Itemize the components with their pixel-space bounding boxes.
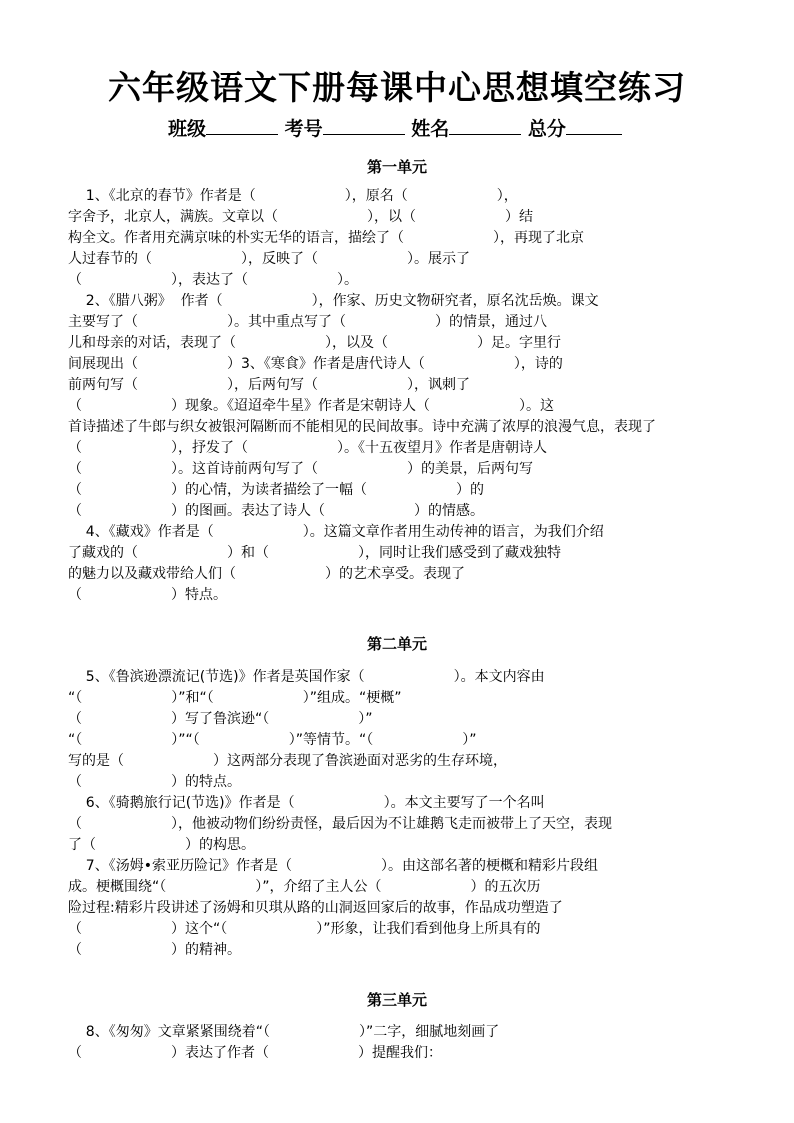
text-line: “（ ）”“（ ）”等情节。“（ ）” [68, 732, 477, 748]
text-line: 构全文。作者用充满京味的朴实无华的语言，描绘了（ ），再现了北京 [68, 230, 585, 246]
text-line: （ ）表达了作者（ ）提醒我们： [68, 1045, 443, 1061]
text-line: （ ）。这首诗前两句写了（ ）的美景，后两句写 [68, 461, 534, 477]
score-blank[interactable] [566, 116, 622, 135]
class-label: 班级 [168, 118, 207, 140]
name-blank[interactable] [449, 116, 521, 135]
text-line: （ ）写了鲁滨逊“（ ）” [68, 711, 373, 727]
text-line: 1、《北京的春节》作者是（ ），原名（ ）， [68, 188, 518, 204]
text-line: （ ），表达了（ ）。 [68, 272, 359, 288]
student-info-row [168, 114, 622, 141]
text-line: （ ）的精神。 [68, 942, 242, 958]
text-line: 5、《鲁滨逊漂流记(节选)》作者是英国作家（ ）。本文内容由 [68, 669, 545, 685]
class-blank[interactable] [206, 116, 278, 135]
score-label: 总分 [527, 118, 566, 140]
exam-no-blank[interactable] [323, 116, 405, 135]
text-line: 成。梗概围绕“（ ）”，介绍了主人公（ ）的五次历 [68, 879, 541, 895]
text-line: 人过春节的（ ），反映了（ ）。展示了 [68, 251, 471, 267]
text-line: （ ），抒发了（ ）。《十五夜望月》作者是唐朝诗人 [68, 440, 548, 456]
text-line: （ ）的特点。 [68, 774, 242, 790]
unit-heading: 第二单元 [366, 635, 427, 653]
page-title: 六年级语文下册每课中心思想填空练习 [108, 68, 686, 107]
text-line: （ ）特点。 [68, 587, 228, 603]
unit-heading: 第一单元 [366, 158, 427, 176]
unit-heading: 第三单元 [366, 991, 427, 1009]
text-line: 7、《汤姆•索亚历险记》作者是（ ）。由这部名著的梗概和精彩片段组 [68, 858, 598, 874]
text-line: “（ ）”和“（ ）”组成。“梗概” [68, 690, 402, 706]
text-line: 写的是（ ）这两部分表现了鲁滨逊面对恶劣的生存环境， [68, 753, 508, 769]
text-line: （ ）这个“（ ）”形象，让我们看到他身上所具有的 [68, 921, 541, 937]
text-line: 儿和母亲的对话，表现了（ ），以及（ ）足。字里行 [68, 335, 562, 351]
text-line: 2、《腊八粥》 作者（ ），作家、历史文物研究者，原名沈岳焕。课文 [68, 293, 599, 309]
text-line: 主要写了（ ）。其中重点写了（ ）的情景，通过八 [68, 314, 548, 330]
text-line: 首诗描述了牛郎与织女被银河隔断而不能相见的民间故事。诗中充满了浓厚的浪漫气息，表现了 [68, 419, 656, 435]
name-label: 姓名 [411, 118, 450, 140]
text-line: 了藏戏的（ ）和（ ），同时让我们感受到了藏戏独特 [68, 545, 562, 561]
text-line: 前两句写（ ），后两句写（ ），讽刺了 [68, 377, 471, 393]
text-line: 间展现出（ ）3、《寒食》作者是唐代诗人（ ），诗的 [68, 356, 563, 372]
text-line: 了（ ）的构思。 [68, 837, 256, 853]
text-line: （ ），他被动物们纷纷责怪，最后因为不让雄鹅飞走而被带上了天空，表现 [68, 816, 613, 832]
text-line: 8、《匆匆》文章紧紧围绕着“（ ）”二字，细腻地刻画了 [68, 1024, 500, 1040]
text-line: （ ）现象。《迢迢牵牛星》作者是宋朝诗人（ ）。这 [68, 398, 555, 414]
exam-no-label: 考号 [284, 118, 323, 140]
text-line: 6、《骑鹅旅行记(节选)》作者是（ ）。本文主要写了一个名叫 [68, 795, 545, 811]
text-line: 字舍予，北京人，满族。文章以（ ），以（ ）结 [68, 209, 534, 225]
text-line: 4、《藏戏》作者是（ ）。这篇文章作者用生动传神的语言，为我们介绍 [68, 524, 604, 540]
text-line: 险过程:精彩片段讲述了汤姆和贝琪从路的山洞返回家后的故事，作品成功塑造了 [68, 900, 563, 916]
text-line: （ ）的图画。表达了诗人（ ）的情感。 [68, 503, 485, 519]
text-line: （ ）的心情，为读者描绘了一幅（ ）的 [68, 482, 485, 498]
text-line: 的魅力以及藏戏带给人们（ ）的艺术享受。表现了 [68, 566, 466, 582]
